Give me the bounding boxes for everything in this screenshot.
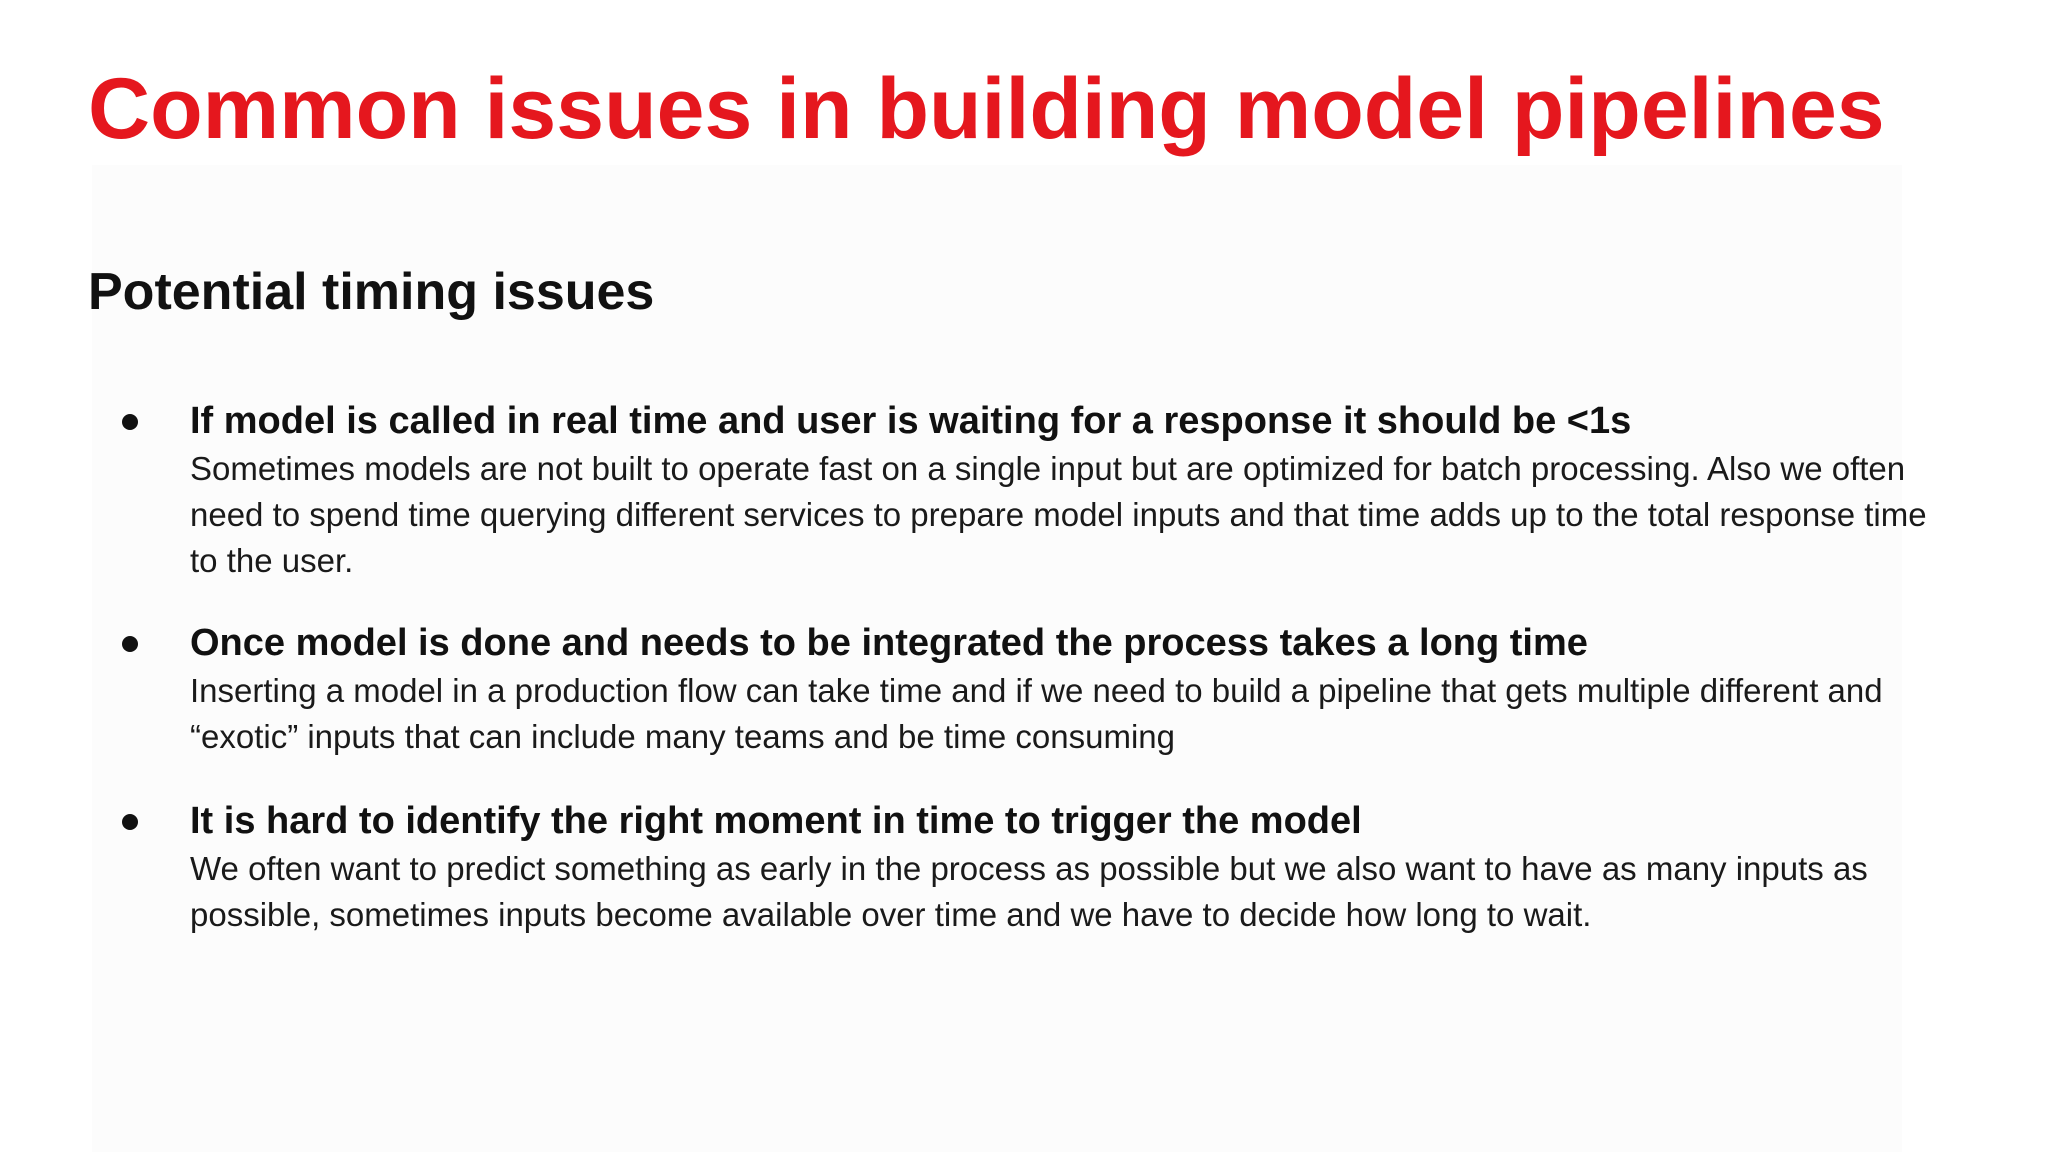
bullet-heading: If model is called in real time and user is waiting for a response it should be <1s [190,400,1632,442]
bullet-dot-icon [122,636,138,652]
bullet-body: We often want to predict something as early in the process as possible but we also want to have as many inputs as possible, sometimes inputs become available over time and we have to decide how long to wait. [190,850,1868,933]
slide-title: Common issues in building model pipelines [88,61,1885,157]
bullet-body: Inserting a model in a production flow can take time and if we need to build a pipeline that gets multiple different and “exotic” inputs that can include many teams and be time consuming [190,672,1883,755]
bullet-dot-icon [122,414,138,430]
bullet-heading: Once model is done and needs to be integrated the process takes a long time [190,622,1588,664]
bullet-item [120,620,1950,760]
bullet-item [120,798,1950,938]
bullet-body: Sometimes models are not built to operate fast on a single input but are optimized for batch processing. Also we often need to spend time querying different services to prepare model inputs and that time adds up to the total response time to the user. [190,450,1927,579]
bullet-item [120,398,1950,584]
bullet-heading: It is hard to identify the right moment in time to trigger the model [190,800,1362,842]
slide-subtitle: Potential timing issues [88,263,655,321]
bullet-dot-icon [122,814,138,830]
